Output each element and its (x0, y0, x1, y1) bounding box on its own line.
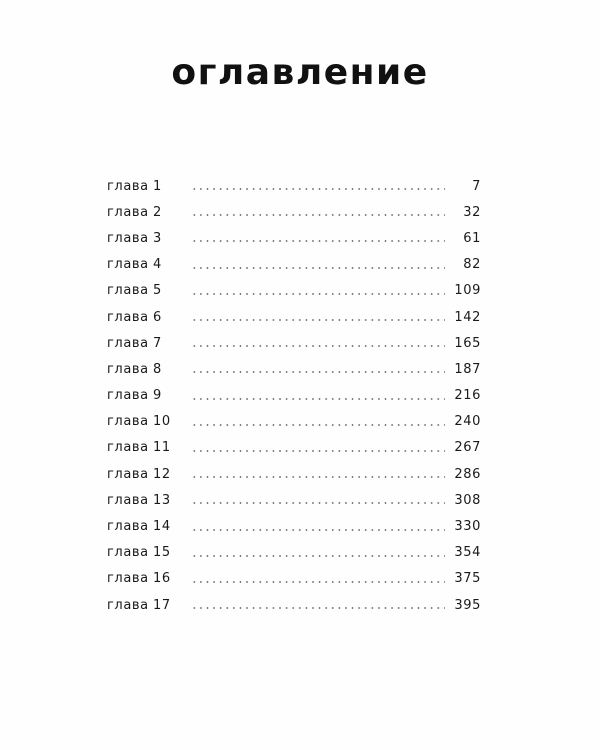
toc-entry (107, 304, 481, 330)
chapter-number: 1 (153, 178, 162, 194)
page-number: 395 (454, 597, 481, 613)
dot-leader (191, 528, 445, 531)
dot-leader (191, 580, 445, 583)
chapter-label: глава (107, 545, 149, 561)
chapter-label: глава (107, 492, 149, 508)
page-number: 330 (454, 519, 481, 535)
dot-leader (191, 319, 445, 322)
dot-leader (191, 266, 445, 269)
chapter-number: 13 (153, 492, 171, 508)
toc-entry (107, 409, 481, 435)
toc-entry (107, 487, 481, 513)
page-number: 165 (454, 335, 481, 351)
dot-leader (191, 371, 445, 374)
chapter-label: глава (107, 283, 149, 299)
toc-entry (107, 252, 481, 278)
toc-entry (107, 461, 481, 487)
toc-entry (107, 540, 481, 566)
dot-leader (191, 449, 445, 452)
page-number: 216 (454, 388, 481, 404)
toc-entry (107, 592, 481, 618)
chapter-label: глава (107, 388, 149, 404)
toc-entry (107, 173, 481, 199)
page-number: 240 (454, 414, 481, 430)
page-title: оглавление (171, 52, 429, 93)
dot-leader (191, 345, 445, 348)
toc-entry (107, 566, 481, 592)
toc-entry (107, 513, 481, 539)
dot-leader (191, 554, 445, 557)
page-number: 7 (472, 178, 481, 194)
page-number: 61 (463, 230, 481, 246)
dot-leader (191, 214, 445, 217)
toc-entry (107, 199, 481, 225)
page-number: 354 (454, 545, 481, 561)
chapter-number: 17 (153, 597, 171, 613)
chapter-label: глава (107, 597, 149, 613)
page-number: 109 (454, 283, 481, 299)
chapter-label: глава (107, 440, 149, 456)
dot-leader (191, 188, 445, 191)
chapter-number: 10 (153, 414, 171, 430)
page-number: 32 (463, 204, 481, 220)
dot-leader (191, 292, 445, 295)
chapter-number: 5 (153, 283, 162, 299)
toc-entry (107, 278, 481, 304)
page-number: 286 (454, 466, 481, 482)
chapter-label: глава (107, 519, 149, 535)
chapter-label: глава (107, 309, 149, 325)
toc-entry (107, 383, 481, 409)
chapter-number: 14 (153, 519, 171, 535)
chapter-label: глава (107, 571, 149, 587)
toc-entry (107, 330, 481, 356)
chapter-number: 11 (153, 440, 171, 456)
chapter-label: глава (107, 204, 149, 220)
chapter-label: глава (107, 230, 149, 246)
chapter-label: глава (107, 414, 149, 430)
page-number: 82 (463, 257, 481, 273)
chapter-number: 9 (153, 388, 162, 404)
toc-entry (107, 225, 481, 251)
chapter-number: 15 (153, 545, 171, 561)
chapter-number: 12 (153, 466, 171, 482)
toc-entry (107, 435, 481, 461)
page-number: 375 (454, 571, 481, 587)
table-of-contents (107, 173, 481, 618)
chapter-number: 3 (153, 230, 162, 246)
chapter-number: 6 (153, 309, 162, 325)
dot-leader (191, 476, 445, 479)
chapter-label: глава (107, 178, 149, 194)
chapter-label: глава (107, 361, 149, 377)
chapter-number: 8 (153, 361, 162, 377)
dot-leader (191, 502, 445, 505)
chapter-number: 16 (153, 571, 171, 587)
dot-leader (191, 397, 445, 400)
page-number: 187 (454, 361, 481, 377)
dot-leader (191, 607, 445, 610)
page-number: 267 (454, 440, 481, 456)
page-number: 142 (454, 309, 481, 325)
dot-leader (191, 240, 445, 243)
toc-entry (107, 356, 481, 382)
chapter-label: глава (107, 257, 149, 273)
chapter-label: глава (107, 466, 149, 482)
chapter-number: 7 (153, 335, 162, 351)
chapter-number: 2 (153, 204, 162, 220)
chapter-label: глава (107, 335, 149, 351)
dot-leader (191, 423, 445, 426)
page-number: 308 (454, 492, 481, 508)
chapter-number: 4 (153, 257, 162, 273)
